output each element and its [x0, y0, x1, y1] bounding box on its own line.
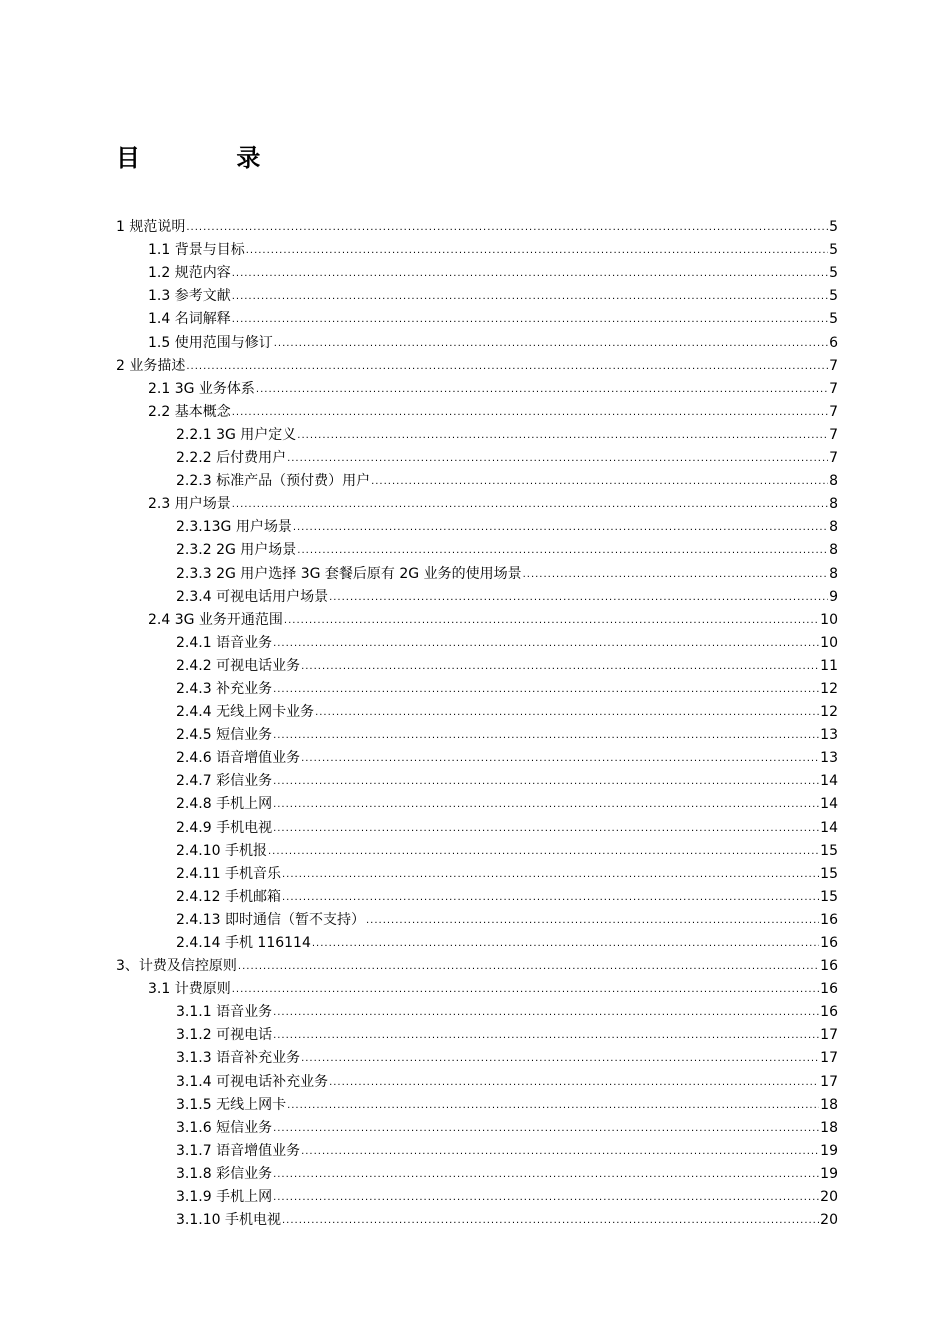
toc-leader-dots — [312, 935, 819, 952]
toc-leader-dots — [274, 335, 828, 352]
toc-entry-label: 2.2.1 3G 用户定义 — [176, 426, 297, 443]
toc-entry-label: 2.4.14 手机 116114 — [176, 935, 311, 951]
toc-entry-label: 2.2 基本概念 — [148, 403, 231, 420]
toc-entry-page-number: 7 — [829, 426, 838, 443]
toc-entry-page-number: 14 — [820, 819, 838, 836]
toc-entry-label: 2.4 3G 业务开通范围 — [148, 611, 283, 628]
toc-entry[interactable] — [116, 490, 838, 513]
toc-leader-dots — [273, 681, 819, 698]
toc-leader-dots — [232, 265, 828, 282]
toc-entry[interactable] — [116, 837, 838, 860]
toc-entry-page-number: 20 — [820, 1189, 838, 1206]
toc-entry-page-number: 16 — [820, 1004, 838, 1021]
toc-entry-page-number: 14 — [820, 773, 838, 790]
toc-entry-page-number: 16 — [820, 911, 838, 928]
toc-entry-page-number: 5 — [829, 288, 838, 305]
toc-entry[interactable] — [116, 213, 838, 236]
toc-entry-page-number: 5 — [829, 219, 838, 236]
toc-entry-label: 3.1.5 无线上网卡 — [176, 1096, 287, 1113]
toc-entry-label: 3.1.9 手机上网 — [176, 1189, 273, 1206]
toc-entry-label: 3.1.4 可视电话补充业务 — [176, 1073, 329, 1090]
toc-leader-dots — [282, 866, 819, 883]
toc-entry-page-number: 17 — [820, 1073, 838, 1090]
toc-entry[interactable] — [116, 583, 838, 606]
toc-entry-page-number: 18 — [820, 1096, 838, 1113]
toc-entry-page-number: 16 — [820, 958, 838, 975]
toc-entry[interactable] — [116, 1160, 838, 1183]
toc-entry[interactable] — [116, 929, 838, 952]
toc-leader-dots — [297, 427, 828, 444]
toc-entry-label: 2.4.7 彩信业务 — [176, 773, 273, 790]
toc-entry-page-number: 10 — [820, 634, 838, 651]
toc-entry[interactable] — [116, 352, 838, 375]
toc-entry-label: 2.4.11 手机音乐 — [176, 865, 281, 882]
toc-entry[interactable] — [116, 1067, 838, 1090]
toc-entry[interactable] — [116, 606, 838, 629]
toc-leader-dots — [273, 1189, 819, 1206]
toc-entry-label: 2.3.13G 用户场景 — [176, 519, 292, 536]
toc-leader-dots — [282, 1212, 819, 1229]
toc-entry-label: 2 业务描述 — [116, 357, 186, 374]
toc-entry[interactable] — [116, 744, 838, 767]
toc-leader-dots — [287, 1097, 819, 1114]
toc-leader-dots — [273, 1027, 819, 1044]
toc-entry[interactable] — [116, 1021, 838, 1044]
toc-entry-page-number: 13 — [820, 727, 838, 744]
toc-entry[interactable] — [116, 467, 838, 490]
toc-leader-dots — [273, 820, 819, 837]
table-of-contents — [116, 213, 838, 1229]
toc-entry[interactable] — [116, 259, 838, 282]
toc-leader-dots — [238, 958, 819, 975]
toc-entry-page-number: 17 — [820, 1027, 838, 1044]
toc-entry[interactable] — [116, 282, 838, 305]
toc-entry-page-number: 7 — [829, 403, 838, 420]
toc-leader-dots — [273, 1166, 819, 1183]
toc-entry-label: 2.4.5 短信业务 — [176, 727, 273, 744]
toc-entry[interactable] — [116, 721, 838, 744]
toc-entry-label: 2.3.4 可视电话用户场景 — [176, 588, 329, 605]
toc-entry-page-number: 15 — [820, 865, 838, 882]
toc-entry-page-number: 5 — [829, 242, 838, 259]
toc-entry-label: 2.4.6 语音增值业务 — [176, 750, 301, 767]
toc-leader-dots — [246, 242, 828, 259]
toc-entry-page-number: 15 — [820, 842, 838, 859]
toc-leader-dots — [523, 566, 828, 583]
toc-entry-label: 3.1.7 语音增值业务 — [176, 1142, 301, 1159]
toc-entry[interactable] — [116, 952, 838, 975]
toc-leader-dots — [301, 1143, 819, 1160]
toc-entry-page-number: 11 — [820, 657, 838, 674]
toc-entry-label: 2.4.1 语音业务 — [176, 634, 273, 651]
toc-leader-dots — [287, 450, 828, 467]
toc-entry-label: 2.4.8 手机上网 — [176, 796, 273, 813]
toc-entry-label: 2.3 用户场景 — [148, 496, 231, 513]
toc-entry-page-number: 16 — [820, 981, 838, 998]
toc-entry[interactable] — [116, 883, 838, 906]
toc-entry-page-number: 5 — [829, 311, 838, 328]
toc-entry-page-number: 16 — [820, 935, 838, 951]
toc-entry-label: 3.1.3 语音补充业务 — [176, 1050, 301, 1067]
toc-entry[interactable] — [116, 767, 838, 790]
toc-entry[interactable] — [116, 629, 838, 652]
toc-leader-dots — [232, 311, 828, 328]
toc-leader-dots — [232, 404, 828, 421]
toc-entry-label: 3.1.1 语音业务 — [176, 1004, 273, 1021]
toc-entry[interactable] — [116, 998, 838, 1021]
toc-entry-page-number: 14 — [820, 796, 838, 813]
toc-entry-page-number: 7 — [829, 357, 838, 374]
toc-entry-label: 3.1.8 彩信业务 — [176, 1165, 273, 1182]
toc-entry-label: 1.4 名词解释 — [148, 311, 231, 328]
toc-entry[interactable] — [116, 1137, 838, 1160]
toc-leader-dots — [366, 912, 819, 929]
toc-entry[interactable] — [116, 305, 838, 328]
toc-leader-dots — [293, 519, 828, 536]
toc-entry-page-number: 8 — [829, 542, 838, 559]
toc-entry-page-number: 5 — [829, 265, 838, 282]
toc-leader-dots — [268, 843, 819, 860]
toc-leader-dots — [273, 635, 819, 652]
toc-entry-label: 2.3.2 2G 用户场景 — [176, 542, 297, 559]
toc-leader-dots — [371, 473, 828, 490]
toc-entry[interactable] — [116, 975, 838, 998]
toc-entry-label: 2.4.3 补充业务 — [176, 680, 273, 697]
toc-entry-page-number: 18 — [820, 1119, 838, 1136]
toc-leader-dots — [329, 1074, 819, 1091]
toc-leader-dots — [301, 658, 819, 675]
toc-entry[interactable] — [116, 559, 838, 582]
toc-entry[interactable] — [116, 444, 838, 467]
page-title: 目 录 — [116, 144, 305, 172]
toc-entry-label: 1.1 背景与目标 — [148, 242, 245, 259]
toc-entry-label: 2.4.2 可视电话业务 — [176, 657, 301, 674]
toc-entry[interactable] — [116, 375, 838, 398]
toc-entry-page-number: 6 — [829, 334, 838, 351]
toc-entry[interactable] — [116, 1206, 838, 1229]
toc-entry[interactable] — [116, 236, 838, 259]
toc-entry-page-number: 19 — [820, 1142, 838, 1159]
toc-entry-page-number: 9 — [829, 588, 838, 605]
toc-entry[interactable] — [116, 1114, 838, 1137]
toc-entry[interactable] — [116, 790, 838, 813]
toc-leader-dots — [315, 704, 819, 721]
toc-entry[interactable] — [116, 1044, 838, 1067]
toc-entry-page-number: 15 — [820, 888, 838, 905]
toc-entry[interactable] — [116, 398, 838, 421]
toc-leader-dots — [329, 589, 828, 606]
toc-entry-label: 2.2.3 标准产品（预付费）用户 — [176, 473, 371, 490]
toc-leader-dots — [273, 773, 819, 790]
toc-leader-dots — [273, 1004, 819, 1021]
toc-leader-dots — [297, 542, 828, 559]
toc-entry-label: 2.4.4 无线上网卡业务 — [176, 704, 315, 721]
toc-entry-page-number: 10 — [820, 611, 838, 628]
toc-leader-dots — [301, 750, 819, 767]
toc-entry-page-number: 7 — [829, 380, 838, 397]
toc-entry-label: 3.1.2 可视电话 — [176, 1027, 273, 1044]
toc-leader-dots — [282, 889, 819, 906]
toc-entry-page-number: 12 — [820, 680, 838, 697]
toc-entry[interactable] — [116, 906, 838, 929]
toc-leader-dots — [284, 612, 819, 629]
toc-entry-page-number: 13 — [820, 750, 838, 767]
toc-leader-dots — [273, 1120, 819, 1137]
toc-leader-dots — [186, 358, 828, 375]
toc-entry[interactable] — [116, 421, 838, 444]
toc-entry[interactable] — [116, 675, 838, 698]
toc-entry-label: 2.4.10 手机报 — [176, 842, 267, 859]
toc-entry-label: 2.4.13 即时通信（暂不支持） — [176, 911, 365, 928]
toc-entry-page-number: 17 — [820, 1050, 838, 1067]
toc-entry-page-number: 8 — [829, 565, 838, 582]
toc-entry[interactable] — [116, 652, 838, 675]
toc-leader-dots — [256, 381, 828, 398]
toc-entry-label: 1.3 参考文献 — [148, 288, 231, 305]
toc-entry-label: 1.2 规范内容 — [148, 265, 231, 282]
toc-entry-page-number: 19 — [820, 1165, 838, 1182]
toc-entry-label: 3.1.6 短信业务 — [176, 1119, 273, 1136]
toc-leader-dots — [186, 219, 828, 236]
toc-entry[interactable] — [116, 536, 838, 559]
toc-entry-label: 3、计费及信控原则 — [116, 958, 237, 975]
toc-entry[interactable] — [116, 860, 838, 883]
toc-leader-dots — [273, 796, 819, 813]
toc-entry-page-number: 8 — [829, 496, 838, 513]
toc-leader-dots — [301, 1050, 819, 1067]
toc-entry-label: 1 规范说明 — [116, 219, 186, 236]
toc-entry[interactable] — [116, 698, 838, 721]
toc-entry-page-number: 12 — [820, 704, 838, 721]
toc-entry[interactable] — [116, 513, 838, 536]
toc-leader-dots — [232, 496, 828, 513]
toc-entry[interactable] — [116, 1091, 838, 1114]
toc-entry-page-number: 20 — [820, 1212, 838, 1229]
toc-leader-dots — [232, 981, 819, 998]
toc-entry[interactable] — [116, 1183, 838, 1206]
toc-entry-label: 3.1.10 手机电视 — [176, 1212, 281, 1229]
toc-entry-label: 2.1 3G 业务体系 — [148, 380, 255, 397]
toc-entry[interactable] — [116, 328, 838, 351]
toc-entry-page-number: 8 — [829, 519, 838, 536]
toc-entry-label: 3.1 计费原则 — [148, 981, 231, 998]
toc-entry-label: 2.2.2 后付费用户 — [176, 450, 287, 467]
toc-leader-dots — [273, 727, 819, 744]
toc-entry-label: 2.3.3 2G 用户选择 3G 套餐后原有 2G 业务的使用场景 — [176, 565, 522, 582]
toc-entry-page-number: 7 — [829, 450, 838, 467]
toc-entry-label: 1.5 使用范围与修订 — [148, 334, 273, 351]
toc-entry[interactable] — [116, 813, 838, 836]
toc-leader-dots — [232, 288, 828, 305]
toc-entry-label: 2.4.9 手机电视 — [176, 819, 273, 836]
toc-entry-page-number: 8 — [829, 473, 838, 490]
toc-entry-label: 2.4.12 手机邮箱 — [176, 888, 281, 905]
